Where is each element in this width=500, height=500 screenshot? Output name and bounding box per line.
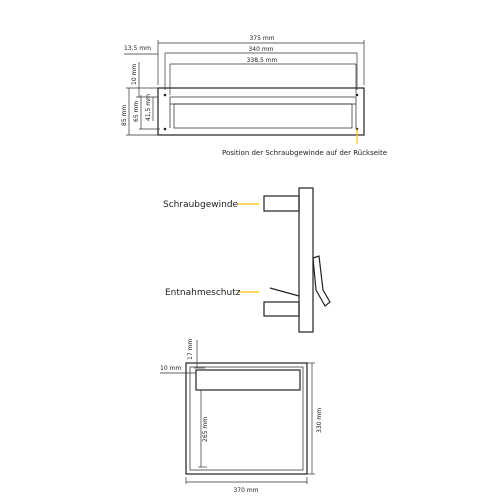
front-flap: [174, 104, 352, 128]
dim-340-label: 340 mm: [248, 46, 274, 53]
dim-41-label: 41,5 mm: [145, 94, 152, 121]
dim-10h-label: 10 mm: [160, 365, 182, 372]
screw-dot: [164, 94, 167, 97]
side-flap: [313, 256, 330, 306]
dim-17-label: 17 mm: [187, 338, 194, 360]
inner-view: [160, 339, 323, 494]
removal-guard-line: [270, 288, 299, 296]
dim-65-label: 65 mm: [133, 100, 140, 122]
side-view: [163, 188, 330, 332]
thread-rod-lower: [264, 302, 299, 316]
thread-rod-upper: [264, 196, 299, 211]
guard-label: Entnahmeschutz: [165, 288, 241, 298]
dim-13-label: 13,5 mm: [124, 45, 151, 52]
dim-10-label: 10 mm: [131, 63, 138, 85]
dim-338-label: 338,5 mm: [246, 57, 278, 64]
dim-265-label: 265 mm: [202, 416, 209, 442]
dim-370-label: 370 mm: [233, 487, 259, 494]
dim-330-label: 330 mm: [316, 407, 323, 433]
screw-dot: [164, 128, 167, 131]
front-view: [121, 35, 387, 157]
screw-position-caption: Position der Schraubgewinde auf der Rückseite: [222, 149, 388, 157]
thread-label: Schraubgewinde: [163, 200, 239, 210]
dim-375-label: 375 mm: [249, 35, 275, 42]
inner-slot: [196, 370, 300, 390]
dim-85-label: 85 mm: [121, 104, 128, 126]
front-slot: [170, 97, 356, 104]
side-plate: [299, 188, 313, 332]
